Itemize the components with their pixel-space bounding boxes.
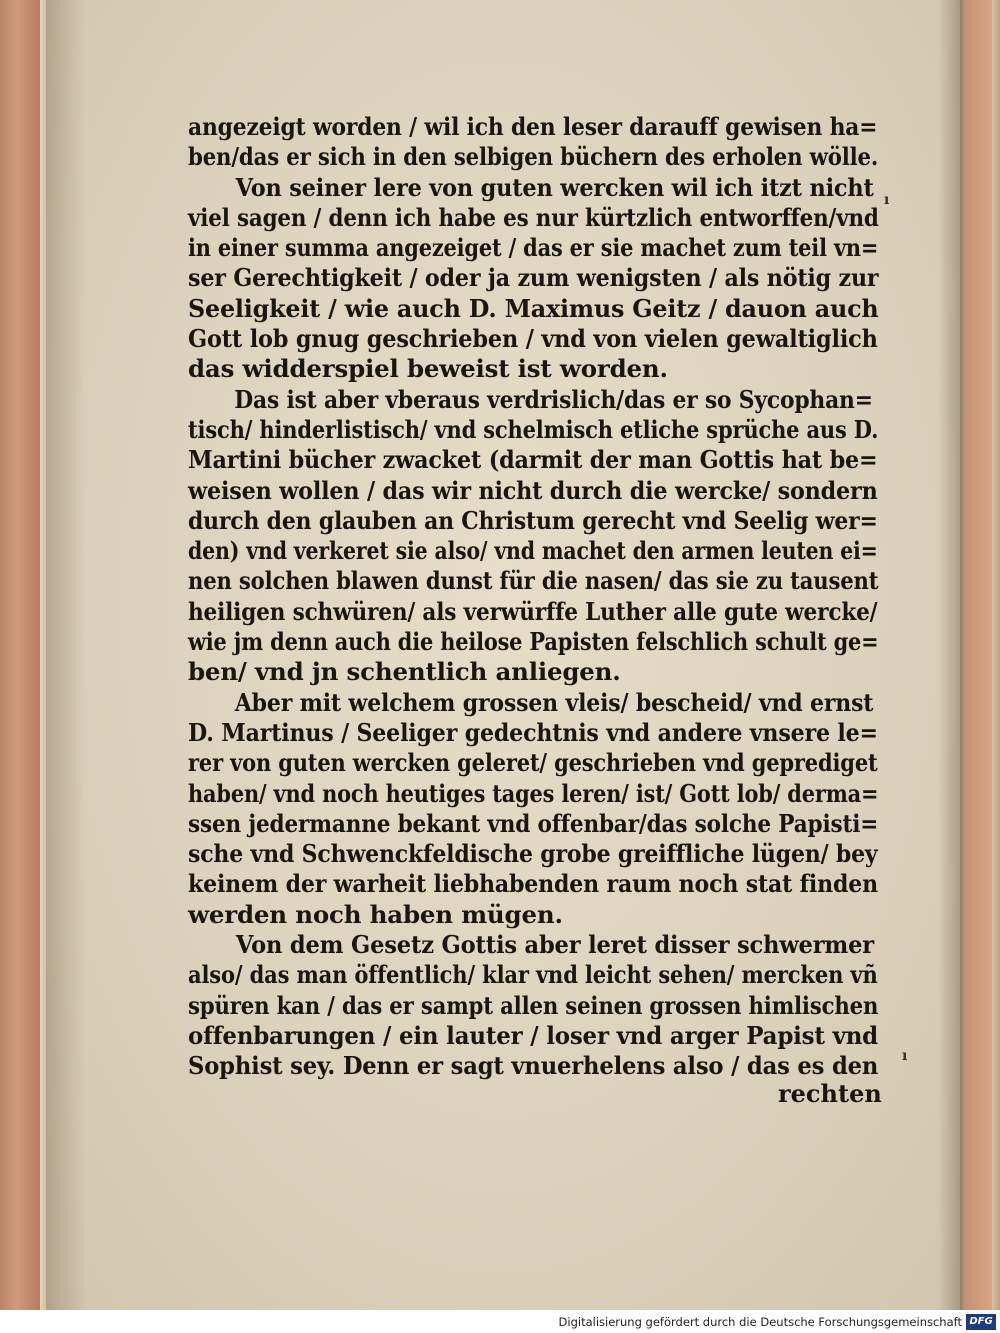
- margin-mark: ı: [902, 1048, 908, 1064]
- text-line: haben/ vnd noch heutiges tages leren/ ist/ Gott lob/ derma=: [188, 778, 879, 808]
- text-line: ssen jedermanne bekant vnd offenbar/das solche Papisti=: [188, 808, 879, 838]
- digitization-credit: Digitalisierung gefördert durch die Deutsche Forschungsgemeinschaft: [558, 1315, 962, 1329]
- margin-mark: ı: [884, 192, 890, 208]
- text-line: offenbarungen / ein lauter / loser vnd arger Papist vnd: [188, 1020, 879, 1050]
- text-line: D. Martinus / Seeliger gedechtnis vnd andere vnsere le=: [188, 717, 878, 747]
- text-line: Sophist sey. Denn er sagt vnuerhelens also / das es den: [188, 1051, 879, 1081]
- footer-bar: [0, 1310, 1000, 1333]
- text-line: Gott lob gnug geschrieben / vnd von vielen gewaltiglich: [188, 324, 878, 354]
- text-line: Seeligkeit / wie auch D. Maximus Geitz / dauon auch: [188, 293, 879, 323]
- text-line: in einer summa angezeiget / das er sie machet zum teil vn=: [188, 233, 879, 263]
- text-line: sche vnd Schwenckfeldische grobe greiffliche lügen/ bey: [188, 839, 878, 869]
- text-line: heiligen schwüren/ als verwürffe Luther alle gute wercke/: [188, 596, 878, 626]
- text-line: viel sagen / denn ich habe es nur kürtzlich entworffen/vnd: [188, 202, 879, 232]
- book-cover-edge-right: [966, 0, 992, 1310]
- text-line: Von dem Gesetz Gottis aber leret disser schwermer: [235, 930, 875, 960]
- text-line: keinem der warheit liebhabenden raum noch stat finden: [188, 869, 878, 899]
- text-line: das widderspiel beweist ist worden.: [188, 354, 668, 384]
- body-text: [188, 112, 878, 1082]
- text-line: ben/das er sich in den selbigen büchern des erholen wölle.: [188, 142, 879, 172]
- text-line: rer von guten wercken geleret/ geschrieben vnd geprediget: [188, 748, 878, 778]
- text-line: durch den glauben an Christum gerecht vnd Seelig wer=: [188, 505, 878, 535]
- text-line: angezeigt worden / wil ich den leser darauff gewisen ha=: [188, 112, 878, 141]
- text-line: tisch/ hinderlistisch/ vnd schelmisch etliche sprüche aus D.: [188, 414, 879, 444]
- text-line: Von seiner lere von guten wercken wil ich itzt nicht: [235, 172, 874, 202]
- text-line: werden noch haben mügen.: [188, 899, 563, 929]
- text-line: weisen wollen / das wir nicht durch die wercke/ sondern: [188, 475, 878, 505]
- text-line: spüren kan / das er sampt allen seinen grossen himlischen: [188, 990, 879, 1020]
- catchword: rechten: [778, 1079, 882, 1108]
- gutter-shadow: [46, 0, 86, 1310]
- text-line: ser Gerechtigkeit / oder ja zum wenigsten / als nötig zur: [188, 263, 879, 293]
- dfg-logo-icon: DFG: [966, 1314, 996, 1330]
- text-line: also/ das man öffentlich/ klar vnd leicht sehen/ mercken vñ: [188, 960, 878, 990]
- text-line: Das ist aber vberaus verdrislich/das er so Sycophan=: [234, 384, 873, 414]
- text-line: ben/ vnd jn schentlich anliegen.: [188, 657, 621, 687]
- text-line: den) vnd verkeret sie also/ vnd machet den armen leuten ei=: [188, 536, 878, 566]
- text-line: wie jm denn auch die heilose Papisten felschlich schult ge=: [188, 627, 879, 657]
- text-line: Aber mit welchem grossen vleis/ bescheid/ vnd ernst: [234, 687, 874, 717]
- text-line: nen solchen blawen dunst für die nasen/ das sie zu tausent: [188, 566, 879, 596]
- page-edge-shadow: [938, 0, 960, 1310]
- text-line: Martini bücher zwacket (darmit der man Gottis hat be=: [188, 445, 878, 475]
